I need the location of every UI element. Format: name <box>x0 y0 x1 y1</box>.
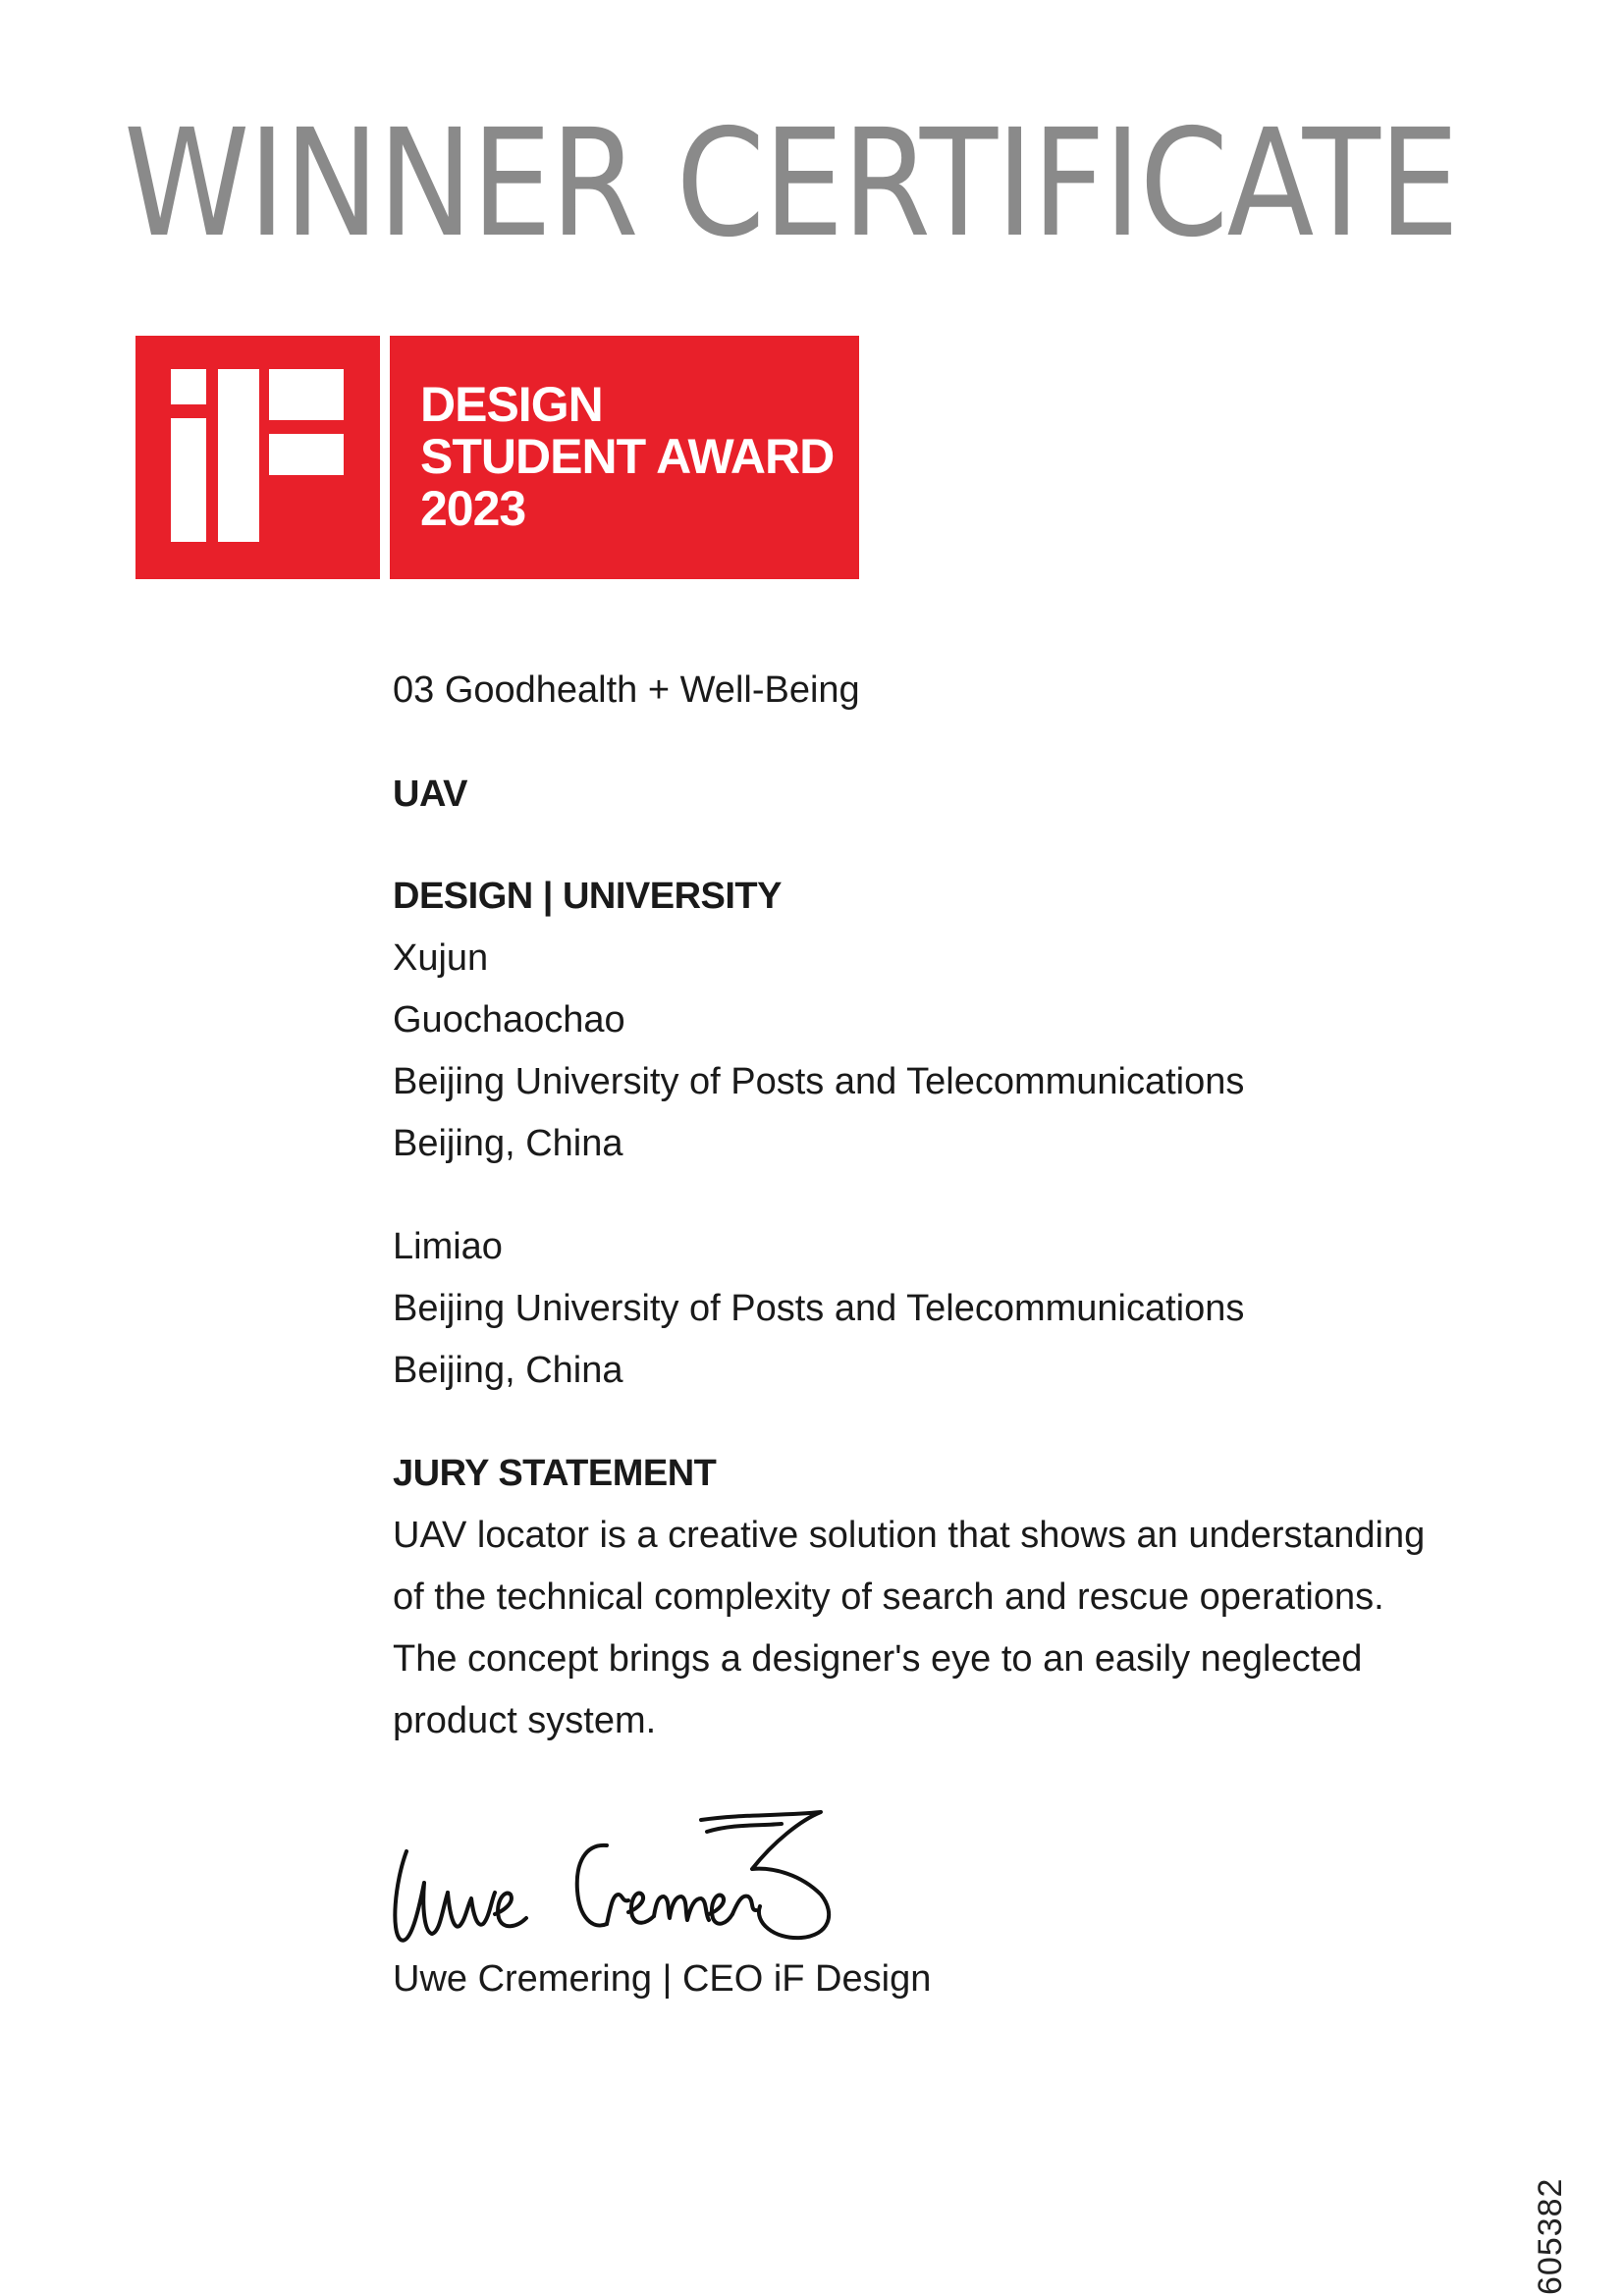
jury-statement-heading: JURY STATEMENT <box>393 1453 717 1494</box>
logo-divider <box>380 336 390 579</box>
designer-group-2 <box>393 1216 1522 1402</box>
design-heading: DESIGN | UNIVERSITY <box>393 876 782 917</box>
jury-statement-text <box>393 1505 1522 1752</box>
if-mark-icon <box>135 336 380 579</box>
award-category: 03 Goodhealth + Well-Being <box>393 669 860 711</box>
designer-line: Limiao <box>393 1226 503 1267</box>
reference-number: 605382 <box>1532 2177 1569 2295</box>
jury-statement-line: UAV locator is a creative solution that shows an understanding <box>393 1515 1426 1556</box>
award-title-block <box>390 336 859 579</box>
jury-statement-line: The concept brings a designer's eye to an easily neglected <box>393 1638 1363 1680</box>
designer-line: Xujun <box>393 937 489 979</box>
signature-caption: Uwe Cremering | CEO iF Design <box>393 1958 932 2000</box>
if-mark <box>135 336 380 579</box>
award-title <box>420 379 834 535</box>
designer-group-1 <box>393 928 1522 1175</box>
award-title-line-2: STUDENT AWARD <box>420 429 835 484</box>
jury-statement-line: product system. <box>393 1700 657 1741</box>
handwritten-signature <box>389 1785 919 1951</box>
certificate-content <box>393 660 1522 1752</box>
project-name: UAV <box>393 774 467 815</box>
university-line: Beijing University of Posts and Telecommunications <box>393 1288 1245 1329</box>
award-title-line-1: DESIGN <box>420 377 603 432</box>
designer-line: Guochaochao <box>393 999 625 1041</box>
jury-statement-line: of the technical complexity of search and rescue operations. <box>393 1576 1384 1618</box>
location-line: Beijing, China <box>393 1123 623 1164</box>
award-title-line-3: 2023 <box>420 481 526 536</box>
location-line: Beijing, China <box>393 1350 623 1391</box>
university-line: Beijing University of Posts and Telecommunications <box>393 1061 1245 1102</box>
if-design-student-award-logo <box>135 336 859 579</box>
certificate-title: WINNER CERTIFICATE <box>124 97 1458 270</box>
